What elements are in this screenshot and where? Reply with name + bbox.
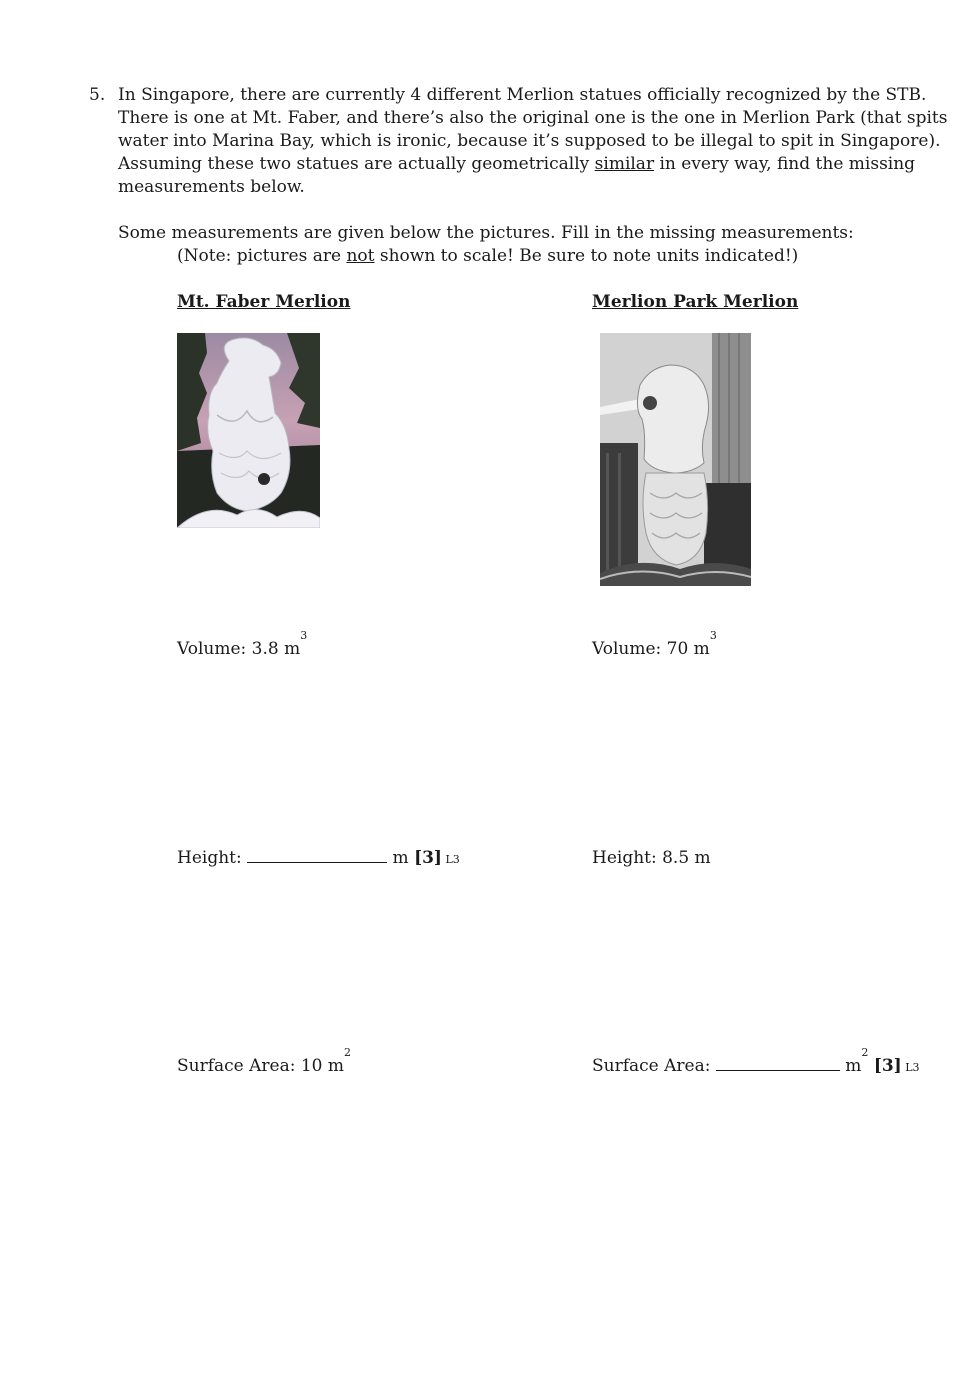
merlion-park-heading: Merlion Park Merlion xyxy=(592,292,799,312)
mt-faber-height-label: Height: xyxy=(177,848,248,868)
similar-word: similar xyxy=(594,154,655,174)
merlion-park-surface-area xyxy=(592,1046,920,1079)
mt-faber-height-answer-blank[interactable] xyxy=(247,848,387,863)
question-line-4 xyxy=(118,153,938,176)
question-line-4-start: Assuming these two statues are actually geometrically xyxy=(118,154,595,174)
mt-faber-height xyxy=(177,847,460,871)
mt-faber-height-points: [3] xyxy=(414,848,442,868)
question-line-4-end: in every way, find the missing xyxy=(654,154,916,174)
question-number: 5. xyxy=(89,85,106,105)
mt-faber-surface-area-value: Surface Area: 10 m xyxy=(177,1056,345,1076)
instructions-main: Some measurements are given below the pictures. Fill in the missing measurements: xyxy=(118,223,854,243)
mt-faber-merlion-photo xyxy=(177,333,320,528)
question-line-3: water into Marina Bay, which is ironic, because it’s supposed to be illegal to spit in Singapore). xyxy=(118,131,941,151)
merlion-park-surface-area-label: Surface Area: xyxy=(592,1056,716,1076)
merlion-park-volume xyxy=(592,629,717,661)
mt-faber-height-unit: m xyxy=(387,848,415,868)
merlion-park-volume-value: Volume: 70 m xyxy=(592,639,710,659)
question-line-1: In Singapore, there are currently 4 different Merlion statues officially recognized by the STB. xyxy=(118,85,927,105)
question-text xyxy=(118,84,948,199)
instructions-note xyxy=(177,245,798,268)
merlion-park-surface-area-level: L3 xyxy=(901,1061,920,1074)
note-start: (Note: pictures are xyxy=(177,246,347,266)
merlion-park-merlion-photo xyxy=(600,333,751,586)
merlion-park-volume-exponent: 3 xyxy=(709,629,717,642)
mt-faber-volume xyxy=(177,629,308,661)
merlion-park-height: Height: 8.5 m xyxy=(592,848,711,868)
mt-faber-surface-area-exponent: 2 xyxy=(344,1046,352,1059)
mt-faber-volume-exponent: 3 xyxy=(300,629,308,642)
mt-faber-surface-area xyxy=(177,1046,352,1078)
mt-faber-volume-value: Volume: 3.8 m xyxy=(177,639,301,659)
question-line-5: measurements below. xyxy=(118,177,305,197)
mt-faber-heading: Mt. Faber Merlion xyxy=(177,292,351,312)
merlion-park-surface-area-points: [3] xyxy=(873,1056,902,1076)
question-line-2: There is one at Mt. Faber, and there’s also the original one is the one in Merlion Park (that spits xyxy=(118,108,948,128)
mt-faber-height-level: L3 xyxy=(441,853,460,866)
merlion-park-surface-area-exponent: 2 xyxy=(861,1046,869,1059)
merlion-park-surface-area-unit: m xyxy=(839,1056,862,1076)
note-end: shown to scale! Be sure to note units indicated!) xyxy=(374,246,799,266)
note-not-word: not xyxy=(346,246,375,266)
merlion-park-surface-area-answer-blank[interactable] xyxy=(716,1056,840,1071)
